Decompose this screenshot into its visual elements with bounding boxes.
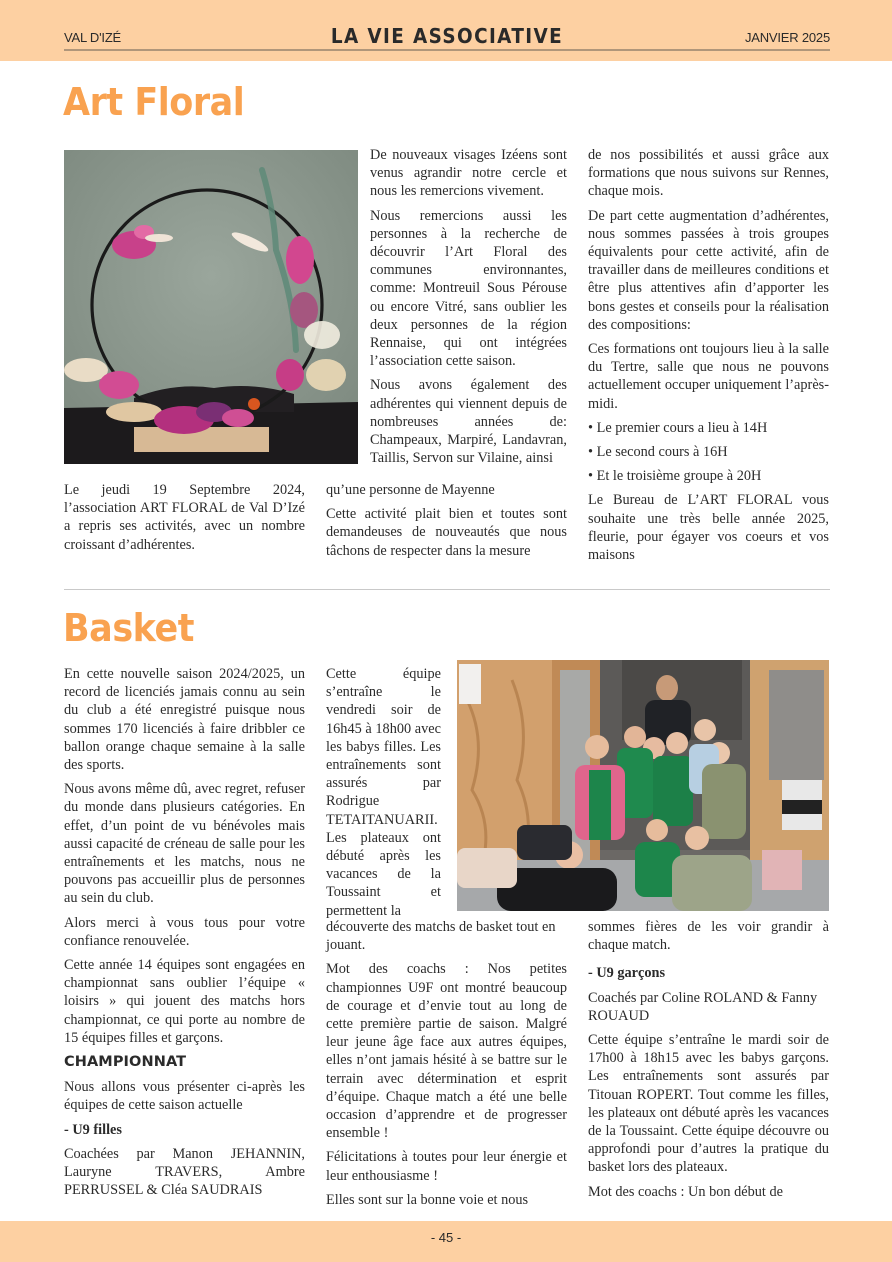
paragraph: De part cette augmentation d’adhérentes, nous sommes passées à trois groupes équivalents pour cette activité, afin de travailler dans de meilleures conditions et être plus attentives afin d’apporter les bons gestes et conseils pour la réalisation des compositions: — [588, 207, 829, 333]
art-floral-intro: Le jeudi 19 Septembre 2024, l’association ART FLORAL de Val D’Izé a repris ses activités, avec un nombre croissant d’adhérentes. — [64, 482, 305, 553]
paragraph: qu’une personne de Mayenne — [326, 482, 495, 498]
header-rule — [64, 24, 830, 51]
team-photo-illustration — [457, 660, 829, 911]
header-section-title: LA VIE ASSOCIATIVE — [330, 24, 564, 48]
paragraph: Nous avons également des adhérentes qui viennent depuis de nombreuses années de: Champeaux, Marpiré, Landavran, Taillis, Servon sur Vilaine, ainsi — [370, 377, 567, 467]
championnat-heading: CHAMPIONNAT — [64, 1054, 187, 1071]
schedule-item: • Le premier cours a lieu à 14H — [588, 419, 768, 436]
paragraph: Mot des coachs : Un bon début de — [588, 1183, 783, 1200]
schedule-item: • Et le troisième groupe à 20H — [588, 468, 762, 485]
paragraph: de nos possibilités et aussi grâce aux formations que nous suivons sur Rennes, chaque mois. — [588, 147, 829, 200]
art-floral-column-1 — [64, 481, 305, 560]
basket-column-1 — [64, 665, 305, 1205]
paragraph: De nouveaux visages Izéens sont venus agrandir notre cercle et nous les remercions vivement. — [370, 147, 567, 200]
header-band — [0, 0, 892, 61]
footer-band — [0, 1221, 892, 1262]
basket-team-photo — [457, 660, 829, 911]
paragraph: Mot des coachs : Nos petites championnes U9F ont montré beaucoup de courage et d’envie tout au long de cette première partie de saison. Malgré leur jeune âge face aux autres équipes, elles n’ont jamais hésité à se battre sur le terrain avec détermination et esprit d’équipe. Chaque match a été une belle occasion d’apprendre et de progresser ensemble ! — [326, 961, 567, 1142]
paragraph: Cette année 14 équipes sont engagées en championnat sans oublier l’équipe « loisirs » qui jouent des matchs hors championnat, ce qui porte au nombre de 15 équipes filles et garçons. — [64, 957, 305, 1046]
paragraph: découverte des matchs de basket tout en jouant. — [326, 919, 556, 954]
basket-column-3 — [588, 918, 829, 1207]
paragraph: Nous remercions aussi les personnes à la recherche de découvrir l’Art Floral des communes environnantes, comme: Montreuil Sous Pérouse ou encore Vitré, sans oublier les deux personnes de la région Rennaise, qui ont intégrées l’association cette saison. — [370, 207, 567, 370]
paragraph: Ces formations ont toujours lieu à la salle du Tertre, salle que nous ne pouvons actuellement occuper uniquement l’après-midi. — [588, 341, 829, 412]
paragraph: Cette équipe s’entraîne le vendredi soir de 16h45 à 18h00 avec les babys filles. Les entraînements sont assurés par Rodrigue TETAITANUARII. Les plateaux ont débuté après les vacances de la Toussaint et permettent la — [326, 666, 441, 919]
paragraph: Nous avons même dû, avec regret, refuser du monde dans plusieurs catégories. En effet, d’un point de vu bénévoles mais aussi capacité de créneau de salle pour les entraînements et les matchs, nous ne pouvons pas accueillir plus de personnes au sein du club. — [64, 781, 305, 907]
paragraph: sommes fières de les voir grandir à chaque match. — [588, 919, 829, 954]
paragraph: Cette équipe s’entraîne le mardi soir de 17h00 à 18h15 avec les babys garçons. Les entraînements sont assurés par Titouan ROPERT. Tout comme les filles, les plateaux ont débuté après les vacances de la Toussaint. Cette équipe découvre ou approfondi pour d’autres la pratique du basket lors des plateaux. — [588, 1032, 829, 1176]
floral-arrangement-photo — [64, 150, 358, 464]
u9-garcons-coaches: Coachés par Coline ROLAND & Fanny ROUAUD — [588, 989, 818, 1024]
art-floral-column-2-bottom — [326, 481, 567, 566]
paragraph: Elles sont sur la bonne voie et nous — [326, 1191, 529, 1208]
paragraph: Alors merci à vous tous pour votre confiance renouvelée. — [64, 914, 305, 949]
u9-filles-heading: - U9 filles — [64, 1121, 122, 1138]
page-number: - 45 - — [430, 1230, 462, 1245]
paragraph: Cette activité plait bien et toutes sont demandeuses de nouveautés que nous tâchons de respecter dans la mesure — [326, 506, 567, 559]
art-floral-column-3 — [588, 146, 829, 570]
basket-title: Basket — [63, 606, 195, 650]
schedule-item: • Le second cours à 16H — [588, 444, 728, 461]
u9-filles-coaches: Coachées par Manon JEHANNIN, Lauryne TRAVERS, Ambre PERRUSSEL & Cléa SAUDRAIS — [64, 1145, 305, 1199]
basket-column-2-wide — [326, 918, 567, 1215]
paragraph: En cette nouvelle saison 2024/2025, un record de licenciés jamais connu au sein du club a été enregistré puisque nous sommes 170 licenciés à faire dribbler ce ballon orange chaque semaine à la salle des sports. — [64, 666, 305, 774]
paragraph: Nous allons vous présenter ci-après les équipes de cette saison actuelle — [64, 1079, 305, 1114]
closing-wishes: Le Bureau de L’ART FLORAL vous souhaite une très belle année 2025, fleurie, pour égayer vos coeurs et vos maisons — [588, 492, 829, 564]
floral-photo-illustration — [64, 150, 358, 464]
basket-column-2-narrow — [326, 665, 441, 920]
paragraph: Félicitations à toutes pour leur énergie et leur enthousiasme ! — [326, 1149, 567, 1184]
art-floral-title: Art Floral — [63, 80, 245, 124]
u9-garcons-heading: - U9 garçons — [588, 965, 666, 982]
art-floral-column-2-top — [370, 146, 567, 467]
section-divider — [64, 589, 830, 590]
header-town: VAL D'IZÉ — [64, 30, 122, 45]
header-date: JANVIER 2025 — [744, 30, 830, 45]
